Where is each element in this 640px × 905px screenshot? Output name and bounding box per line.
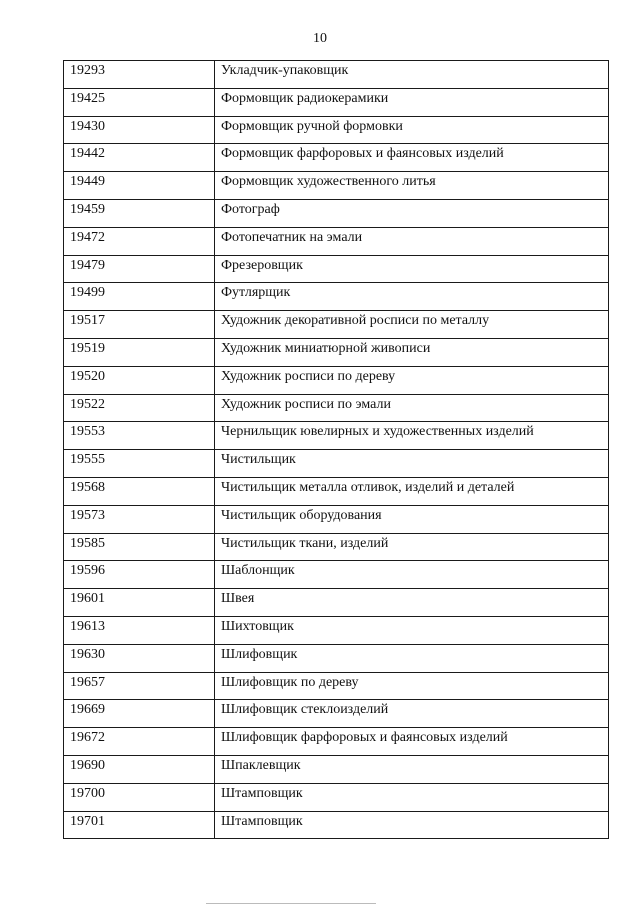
table-row [64,755,609,783]
table-row [64,505,609,533]
profession-title-cell: Шлифовщик [215,644,609,672]
profession-code-cell: 19701 [64,811,215,839]
profession-code-cell: 19553 [64,422,215,450]
table-row [64,61,609,89]
page-number: 10 [313,31,327,46]
profession-title-cell: Фрезеровщик [215,255,609,283]
profession-title-cell: Фотопечатник на эмали [215,227,609,255]
profession-code-cell: 19690 [64,755,215,783]
table-row [64,116,609,144]
table-row [64,88,609,116]
profession-title-cell: Штамповщик [215,783,609,811]
profession-title-cell: Художник миниатюрной живописи [215,338,609,366]
profession-title-cell: Шлифовщик фарфоровых и фаянсовых изделий [215,728,609,756]
table-row [64,227,609,255]
profession-title-cell: Чистильщик [215,450,609,478]
page-bottom-edge [206,903,376,904]
profession-title-cell: Чистильщик оборудования [215,505,609,533]
profession-code-cell: 19449 [64,172,215,200]
profession-title-cell: Формовщик ручной формовки [215,116,609,144]
profession-code-cell: 19568 [64,477,215,505]
profession-title-cell: Укладчик-упаковщик [215,61,609,89]
profession-code-cell: 19519 [64,338,215,366]
table-row [64,561,609,589]
profession-title-cell: Шпаклевщик [215,755,609,783]
profession-code-cell: 19517 [64,311,215,339]
table-row [64,450,609,478]
profession-code-cell: 19669 [64,700,215,728]
table-row [64,589,609,617]
table-row [64,366,609,394]
table-row [64,811,609,839]
profession-code-cell: 19472 [64,227,215,255]
table-row [64,422,609,450]
profession-title-cell: Художник росписи по дереву [215,366,609,394]
profession-title-cell: Чернильщик ювелирных и художественных изделий [215,422,609,450]
table-row [64,477,609,505]
profession-code-cell: 19499 [64,283,215,311]
profession-code-cell: 19479 [64,255,215,283]
profession-title-cell: Шаблонщик [215,561,609,589]
profession-code-cell: 19459 [64,199,215,227]
profession-code-cell: 19555 [64,450,215,478]
profession-title-cell: Швея [215,589,609,617]
profession-code-cell: 19293 [64,61,215,89]
table-row [64,255,609,283]
table-row [64,728,609,756]
profession-code-cell: 19630 [64,644,215,672]
profession-code-cell: 19573 [64,505,215,533]
table-row [64,283,609,311]
profession-code-cell: 19520 [64,366,215,394]
profession-code-cell: 19522 [64,394,215,422]
profession-code-cell: 19672 [64,728,215,756]
profession-title-cell: Штамповщик [215,811,609,839]
profession-title-cell: Художник декоративной росписи по металлу [215,311,609,339]
profession-code-table [63,60,609,839]
table-row [64,394,609,422]
table-row [64,783,609,811]
profession-title-cell: Художник росписи по эмали [215,394,609,422]
table-row [64,172,609,200]
profession-code-cell: 19657 [64,672,215,700]
profession-title-cell: Формовщик художественного литья [215,172,609,200]
profession-title-cell: Фотограф [215,199,609,227]
profession-title-cell: Футлярщик [215,283,609,311]
table-row [64,533,609,561]
profession-code-cell: 19585 [64,533,215,561]
table-row [64,338,609,366]
profession-code-cell: 19613 [64,616,215,644]
table-body [64,61,609,839]
table-row [64,644,609,672]
profession-title-cell: Шлифовщик по дереву [215,672,609,700]
profession-title-cell: Чистильщик металла отливок, изделий и деталей [215,477,609,505]
table-row [64,672,609,700]
profession-title-cell: Чистильщик ткани, изделий [215,533,609,561]
profession-code-cell: 19700 [64,783,215,811]
table-row [64,616,609,644]
profession-title-cell: Шихтовщик [215,616,609,644]
profession-code-cell: 19596 [64,561,215,589]
table-row [64,144,609,172]
table-row [64,311,609,339]
table-row [64,700,609,728]
profession-code-cell: 19425 [64,88,215,116]
profession-title-cell: Шлифовщик стеклоизделий [215,700,609,728]
profession-title-cell: Формовщик радиокерамики [215,88,609,116]
profession-title-cell: Формовщик фарфоровых и фаянсовых изделий [215,144,609,172]
profession-code-cell: 19601 [64,589,215,617]
table-row [64,199,609,227]
profession-code-cell: 19442 [64,144,215,172]
profession-code-cell: 19430 [64,116,215,144]
